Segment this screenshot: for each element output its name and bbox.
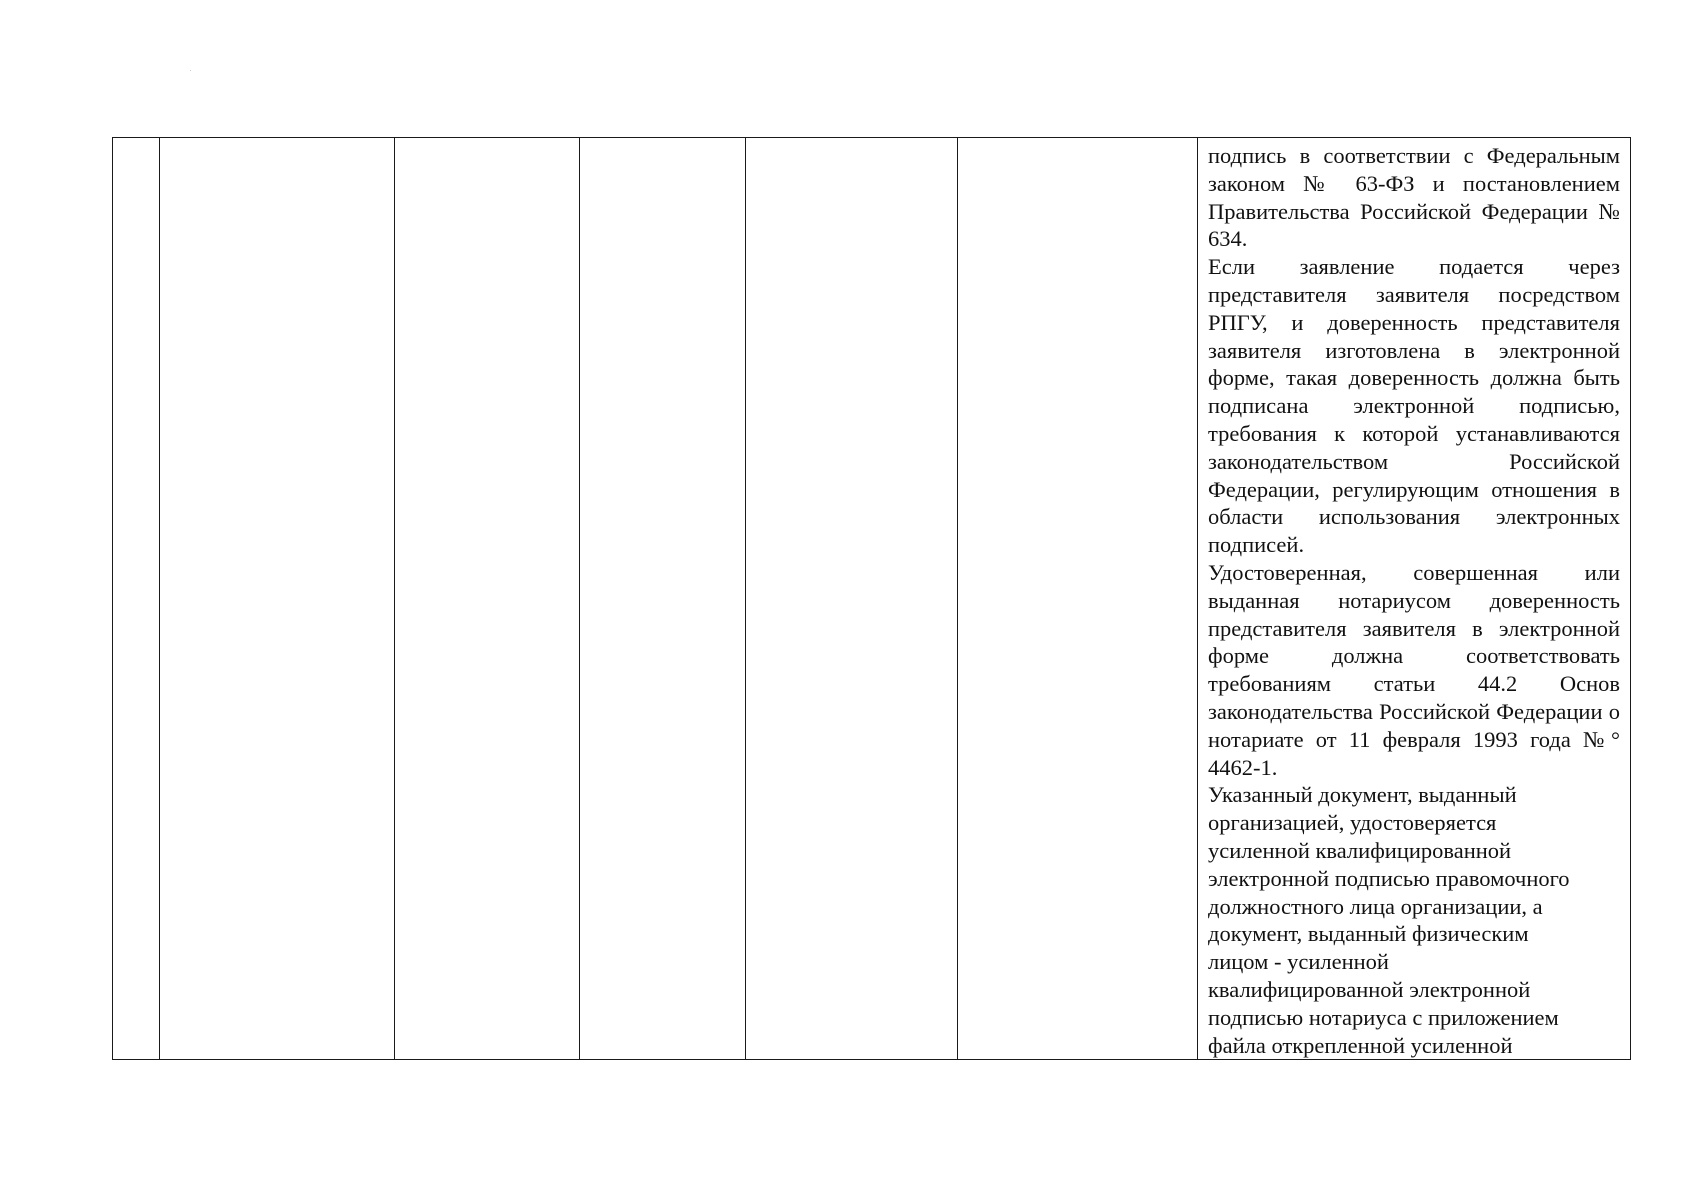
text-line: подписью нотариуса с приложением: [1208, 1004, 1559, 1030]
table-cell-3: [395, 138, 580, 1060]
text-line: должностного лица организации, а: [1208, 893, 1543, 919]
table-cell-6: [958, 138, 1198, 1060]
table-cell-4: [580, 138, 746, 1060]
paragraph-signature-law: подпись в соответствии с Федеральным законом № 63-ФЗ и постановлением Правительства Российской Федерации № 634.: [1208, 143, 1620, 252]
text-line: Указанный документ, выданный: [1208, 782, 1517, 808]
table-row: [113, 138, 1631, 1060]
scan-speck: [190, 70, 191, 71]
table-cell-number: [113, 138, 160, 1060]
text-line: лицом - усиленной: [1208, 949, 1389, 975]
table-cell-requirements-text: [1198, 138, 1631, 1060]
text-line: файла открепленной усиленной: [1208, 1032, 1513, 1058]
text-line: электронной подписью правомочного: [1208, 865, 1570, 891]
text-line: организацией, удостоверяется: [1208, 810, 1497, 836]
text-line: документ, выданный физическим: [1208, 921, 1529, 947]
table-cell-2: [160, 138, 395, 1060]
paragraph-notary-power-of-attorney: Удостоверенная, совершенная или выданная нотариусом доверенность представителя заявителя в электронной форме должна соответствовать требованиям статьи 44.2 Основ законодательства Российской Федерации о нотариате от 11 февраля 1993 года №° 4462-1.: [1208, 559, 1620, 780]
table-cell-5: [746, 138, 958, 1060]
paragraph-document-certification: [1208, 781, 1620, 1059]
text-line: квалифицированной электронной: [1208, 976, 1531, 1002]
paragraph-representative-rpgu: Если заявление подается через представителя заявителя посредством РПГУ, и доверенность представителя заявителя изготовлена в электронной форме, такая доверенность должна быть подписана электронной подписью, требования к которой устанавливаются законодательством Российской Федерации, регулирующим отношения в области использования электронных подписей.: [1208, 254, 1620, 558]
document-table: [112, 137, 1631, 1060]
text-line: усиленной квалифицированной: [1208, 837, 1512, 863]
